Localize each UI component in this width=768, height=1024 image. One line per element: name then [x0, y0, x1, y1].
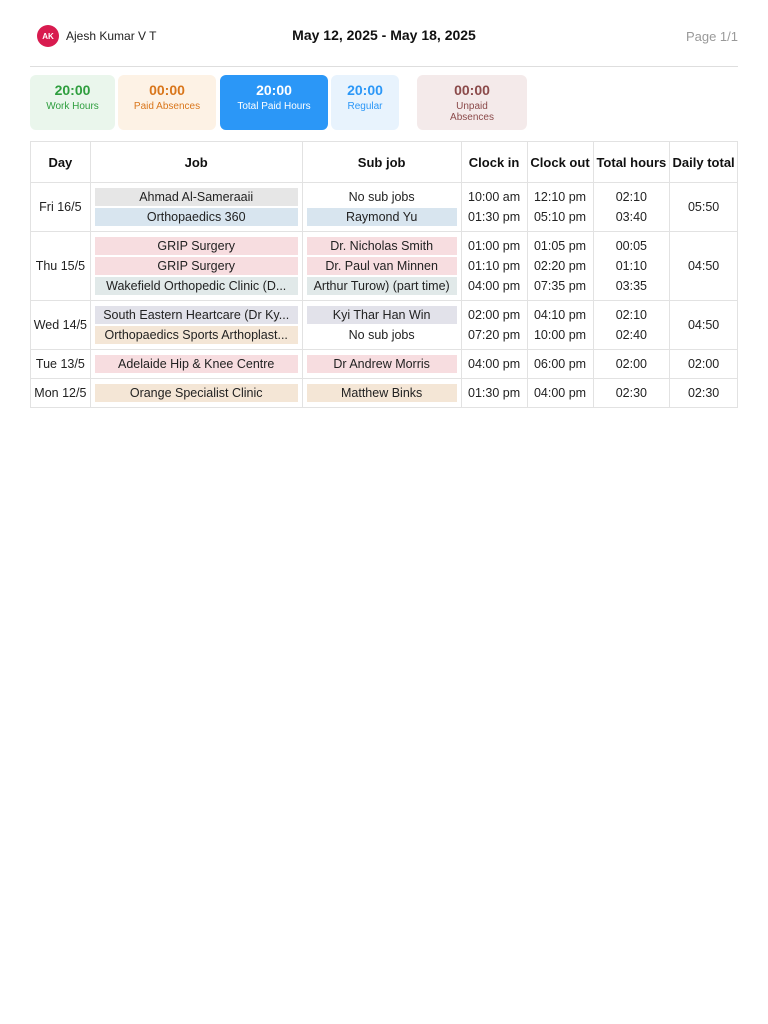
- daily-total-cell: 02:00: [670, 350, 738, 379]
- clock-in-value: 10:00 am: [468, 190, 521, 204]
- job-tag: Wakefield Orthopedic Clinic (D...: [95, 277, 298, 295]
- daily-total-cell: 02:30: [670, 379, 738, 408]
- clock-out-cell: [527, 301, 593, 350]
- unpaid-absences-card: [417, 75, 527, 130]
- sub-job-cell: [302, 379, 461, 408]
- total-hours-value: 02:10: [615, 308, 647, 322]
- job-cell: [90, 183, 302, 232]
- clock-out-value: 04:00 pm: [533, 386, 587, 400]
- day-cell: Wed 14/5: [31, 301, 91, 350]
- job-cell: [90, 301, 302, 350]
- clock-out-cell: [527, 379, 593, 408]
- column-header-job: Job: [90, 142, 302, 183]
- column-header-clock-in: Clock in: [461, 142, 527, 183]
- job-tag: South Eastern Heartcare (Dr Ky...: [95, 306, 298, 324]
- total-hours-cell: [593, 350, 670, 379]
- total-hours-cell: [593, 301, 670, 350]
- clock-out-cell: [527, 350, 593, 379]
- table-header-row: [31, 142, 738, 183]
- regular-value: 20:00: [347, 82, 383, 98]
- sub-job-tag: Dr Andrew Morris: [307, 355, 457, 373]
- clock-out-value: 07:35 pm: [533, 279, 587, 293]
- clock-in-cell: [461, 183, 527, 232]
- job-cell: [90, 350, 302, 379]
- total-hours-value: 03:40: [615, 210, 647, 224]
- job-cell: [90, 232, 302, 301]
- unpaid-absences-value: 00:00: [454, 82, 490, 98]
- column-header-day: Day: [31, 142, 91, 183]
- job-tag: Ahmad Al-Sameraaii: [95, 188, 298, 206]
- clock-in-value: 01:30 pm: [468, 210, 521, 224]
- sub-job-cell: [302, 350, 461, 379]
- sub-job-tag: Dr. Nicholas Smith: [307, 237, 457, 255]
- work-hours-value: 20:00: [54, 82, 91, 98]
- table-row: [31, 183, 738, 232]
- unpaid-absences-label: Unpaid Absences: [450, 101, 494, 123]
- timesheet-table: [30, 141, 738, 408]
- date-range: May 12, 2025 - May 18, 2025: [292, 27, 476, 43]
- sub-job-tag: Kyi Thar Han Win: [307, 306, 457, 324]
- total-hours-value: 02:30: [615, 386, 647, 400]
- work-hours-card: [30, 75, 115, 130]
- sub-job-cell: [302, 232, 461, 301]
- total-paid-hours-label: Total Paid Hours: [237, 101, 311, 112]
- sub-job-tag: No sub jobs: [307, 326, 457, 344]
- sub-job-tag: Matthew Binks: [307, 384, 457, 402]
- paid-absences-value: 00:00: [149, 82, 185, 98]
- total-hours-cell: [593, 379, 670, 408]
- clock-in-cell: [461, 379, 527, 408]
- total-paid-hours-value: 20:00: [256, 82, 292, 98]
- clock-in-value: 02:00 pm: [468, 308, 521, 322]
- total-hours-value: 01:10: [615, 259, 647, 273]
- column-header-total-hours: Total hours: [593, 142, 670, 183]
- sub-job-cell: [302, 301, 461, 350]
- daily-total-cell: 04:50: [670, 301, 738, 350]
- avatar: AK: [37, 25, 59, 47]
- total-hours-value: 02:00: [615, 357, 647, 371]
- user-name: Ajesh Kumar V T: [66, 29, 157, 43]
- clock-out-value: 02:20 pm: [533, 259, 587, 273]
- report-header: [30, 22, 738, 52]
- sub-job-cell: [302, 183, 461, 232]
- summary-cards: [30, 75, 738, 130]
- clock-out-cell: [527, 232, 593, 301]
- total-paid-hours-card: [220, 75, 328, 130]
- clock-in-value: 07:20 pm: [468, 328, 521, 342]
- clock-out-cell: [527, 183, 593, 232]
- clock-in-value: 01:00 pm: [468, 239, 521, 253]
- total-hours-value: 02:40: [615, 328, 647, 342]
- day-cell: Fri 16/5: [31, 183, 91, 232]
- paid-absences-label: Paid Absences: [133, 101, 201, 112]
- daily-total-cell: 04:50: [670, 232, 738, 301]
- day-cell: Tue 13/5: [31, 350, 91, 379]
- job-tag: GRIP Surgery: [95, 257, 298, 275]
- table-row: [31, 301, 738, 350]
- column-header-clock-out: Clock out: [527, 142, 593, 183]
- header-divider: [30, 66, 738, 67]
- clock-out-value: 10:00 pm: [533, 328, 587, 342]
- table-row: [31, 232, 738, 301]
- job-tag: Orange Specialist Clinic: [95, 384, 298, 402]
- clock-in-cell: [461, 301, 527, 350]
- job-cell: [90, 379, 302, 408]
- day-cell: Mon 12/5: [31, 379, 91, 408]
- paid-absences-card: [118, 75, 216, 130]
- sub-job-tag: Arthur Turow) (part time): [307, 277, 457, 295]
- sub-job-tag: Raymond Yu: [307, 208, 457, 226]
- job-tag: Orthopaedics 360: [95, 208, 298, 226]
- regular-card: [331, 75, 399, 130]
- sub-job-tag: No sub jobs: [307, 188, 457, 206]
- total-hours-value: 00:05: [615, 239, 647, 253]
- clock-in-value: 04:00 pm: [468, 279, 521, 293]
- table-row: [31, 350, 738, 379]
- sub-job-tag: Dr. Paul van Minnen: [307, 257, 457, 275]
- total-hours-value: 02:10: [615, 190, 647, 204]
- column-header-daily-total: Daily total: [670, 142, 738, 183]
- work-hours-label: Work Hours: [46, 101, 99, 112]
- total-hours-cell: [593, 183, 670, 232]
- clock-in-cell: [461, 350, 527, 379]
- clock-out-value: 05:10 pm: [533, 210, 587, 224]
- total-hours-cell: [593, 232, 670, 301]
- clock-in-cell: [461, 232, 527, 301]
- clock-in-value: 04:00 pm: [468, 357, 521, 371]
- clock-out-value: 04:10 pm: [533, 308, 587, 322]
- table-row: [31, 379, 738, 408]
- clock-out-value: 06:00 pm: [533, 357, 587, 371]
- page-number: Page 1/1: [685, 29, 738, 44]
- clock-out-value: 12:10 pm: [533, 190, 587, 204]
- regular-label: Regular: [347, 101, 383, 112]
- job-tag: GRIP Surgery: [95, 237, 298, 255]
- clock-out-value: 01:05 pm: [533, 239, 587, 253]
- column-header-sub-job: Sub job: [302, 142, 461, 183]
- daily-total-cell: 05:50: [670, 183, 738, 232]
- day-cell: Thu 15/5: [31, 232, 91, 301]
- job-tag: Orthopaedics Sports Arthoplast...: [95, 326, 298, 344]
- clock-in-value: 01:30 pm: [468, 386, 521, 400]
- job-tag: Adelaide Hip & Knee Centre: [95, 355, 298, 373]
- clock-in-value: 01:10 pm: [468, 259, 521, 273]
- total-hours-value: 03:35: [615, 279, 647, 293]
